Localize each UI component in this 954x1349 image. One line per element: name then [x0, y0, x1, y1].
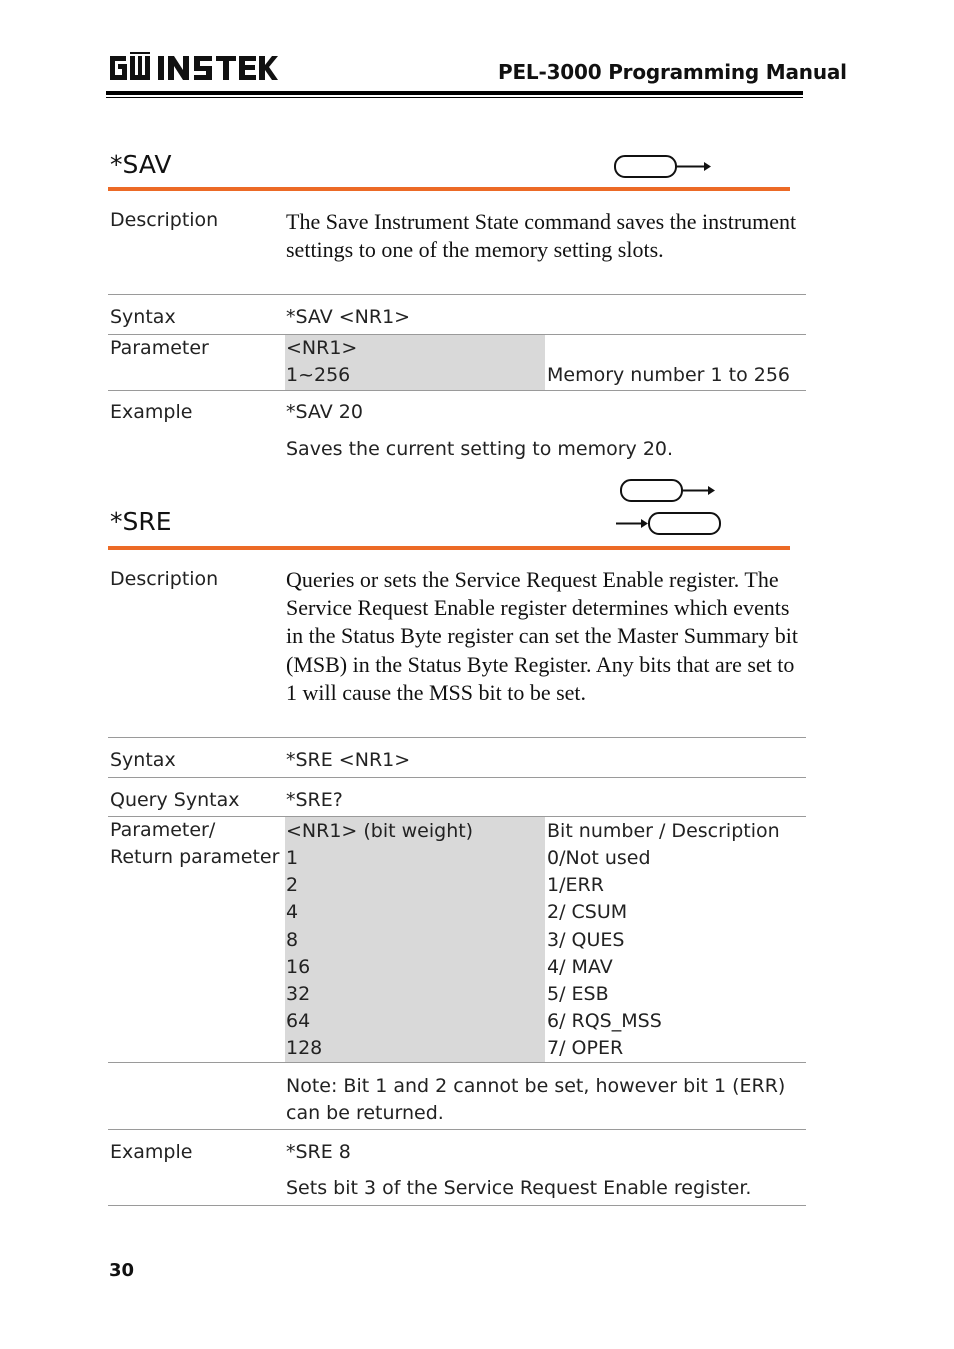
sre-example-label: Example — [110, 1141, 193, 1163]
sav-title: *SAV — [110, 150, 172, 179]
sre-syntax: *SRE <NR1> — [286, 749, 411, 771]
bit-weight-value: 8 — [286, 928, 299, 951]
divider — [108, 1205, 806, 1206]
bit-weight-value: 16 — [286, 955, 311, 978]
sav-title-underline — [108, 187, 790, 191]
sav-example-cmd: *SAV 20 — [286, 401, 363, 423]
bit-weight-value: 128 — [286, 1037, 323, 1060]
sav-example-desc: Saves the current setting to memory 20. — [286, 438, 674, 460]
sre-param-header-right: Bit number / Description — [547, 820, 780, 842]
bit-description-value: 5/ ESB — [547, 983, 609, 1006]
sre-param-label-2: Return parameter — [110, 846, 280, 868]
sav-example-label: Example — [110, 401, 193, 423]
query-command-icon — [614, 511, 724, 537]
sav-param-name: <NR1> — [286, 337, 358, 359]
sre-param-label-1: Parameter/ — [110, 819, 216, 841]
sre-note: Note: Bit 1 and 2 cannot be set, however bit 1 (ERR) can be returned. — [286, 1075, 786, 1124]
sav-param-desc: Memory number 1 to 256 — [547, 364, 791, 386]
bit-description-value: 0/Not used — [547, 847, 651, 869]
sav-syntax: *SAV <NR1> — [286, 306, 411, 328]
page-number: 30 — [109, 1260, 135, 1281]
sre-title-underline — [108, 546, 790, 550]
divider — [108, 737, 806, 738]
bit-description-value: 2/ CSUM — [547, 901, 628, 924]
sav-description: The Save Instrument State command saves the instrument settings to one of the memory setting slots. — [286, 209, 797, 263]
divider — [108, 777, 806, 778]
sre-example-desc: Sets bit 3 of the Service Request Enable register. — [286, 1177, 752, 1199]
sav-syntax-label: Syntax — [110, 306, 176, 328]
bit-description-value: 1/ERR — [547, 874, 604, 897]
sre-param-header-left: <NR1> (bit weight) — [286, 820, 474, 842]
sre-title: *SRE — [110, 507, 172, 536]
header-rule-thin — [106, 97, 803, 98]
divider — [108, 1062, 806, 1063]
bit-description-value: 3/ QUES — [547, 928, 625, 951]
bit-weight-list — [286, 845, 322, 1063]
sre-syntax-label: Syntax — [110, 749, 176, 771]
sre-description-label: Description — [110, 568, 219, 590]
sre-query: *SRE? — [286, 789, 343, 811]
set-command-icon — [613, 154, 713, 180]
sre-query-label: Query Syntax — [110, 789, 240, 811]
sre-example-cmd: *SRE 8 — [286, 1141, 351, 1163]
bit-description-value: 6/ RQS_MSS — [547, 1010, 662, 1033]
sre-description: Queries or sets the Service Request Enable register. The Service Request Enable register determines which events in the Status Byte register can set the Master Summary bit (MSB) in the Status Byte Register. Any bits that are set to 1 will cause the MSS bit to be set. — [286, 567, 799, 705]
bit-weight-value: 4 — [286, 901, 299, 924]
bit-weight-value: 2 — [286, 874, 299, 897]
bit-description-value: 7/ OPER — [547, 1037, 624, 1060]
manual-title: PEL-3000 Programming Manual — [498, 60, 847, 84]
set-command-icon — [619, 478, 719, 504]
bit-description-value: 4/ MAV — [547, 955, 613, 978]
divider — [108, 294, 806, 295]
bit-weight-value: 32 — [286, 983, 311, 1006]
sav-param-range: 1~256 — [286, 364, 351, 386]
bit-weight-value: 1 — [286, 847, 299, 869]
sav-description-label: Description — [110, 209, 219, 231]
sav-parameter-label: Parameter — [110, 337, 209, 359]
gw-instek-logo — [108, 52, 278, 84]
bit-weight-value: 64 — [286, 1010, 311, 1033]
divider — [108, 390, 806, 391]
header-rule — [106, 91, 803, 95]
bit-description-list — [547, 845, 662, 1063]
parameter-shade — [285, 817, 545, 1062]
divider — [108, 1129, 806, 1130]
